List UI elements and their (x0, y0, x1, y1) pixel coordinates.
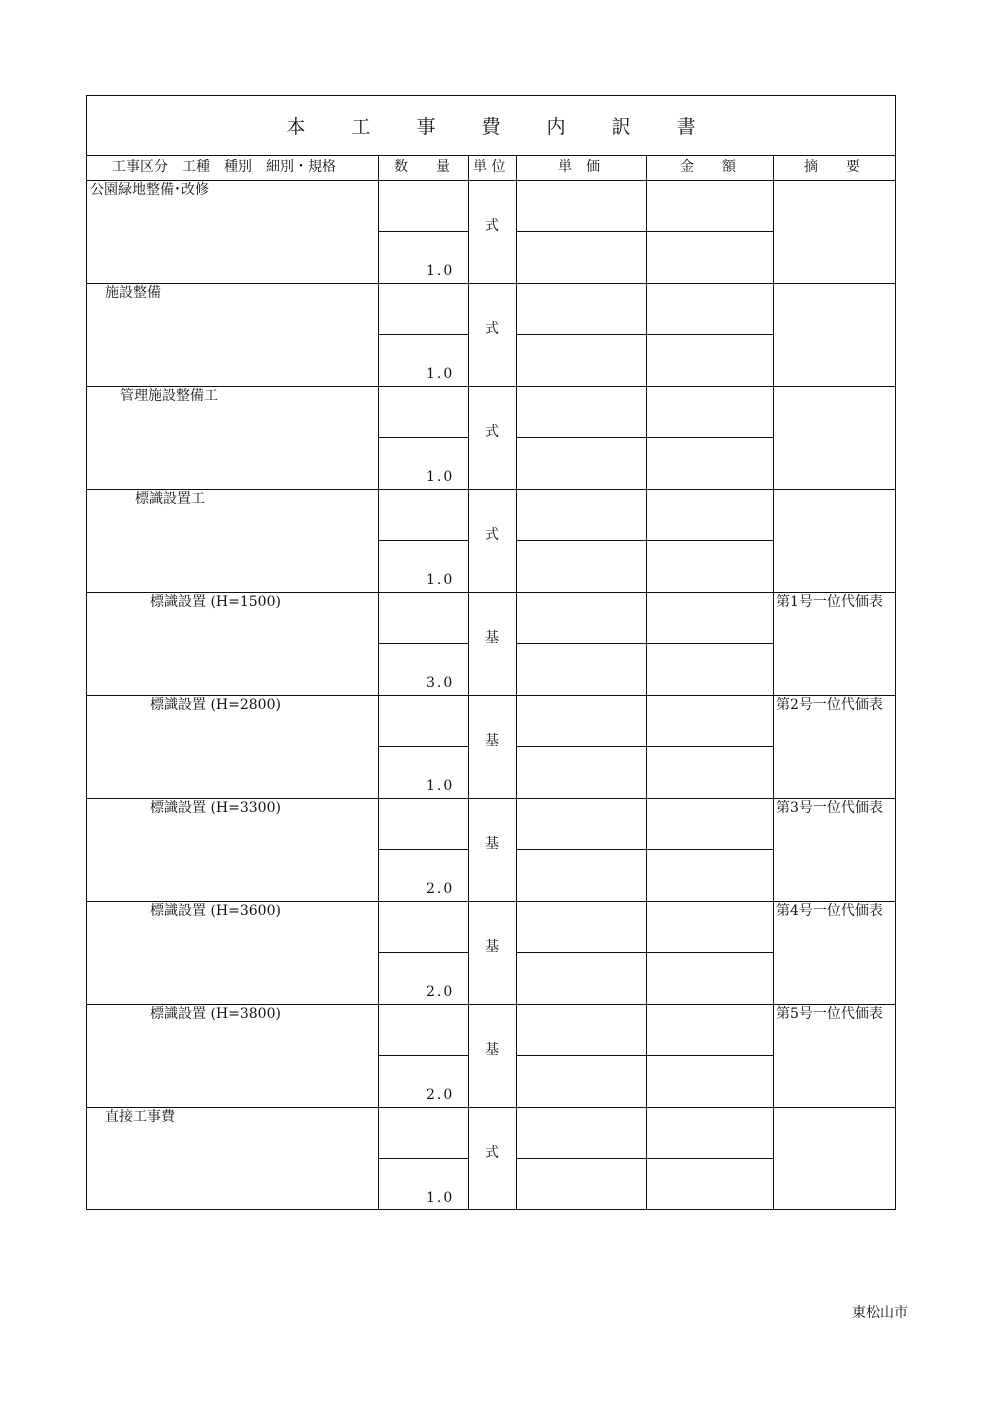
row-unit: 基 (485, 836, 499, 852)
row-mid-divider-quantity (378, 1158, 468, 1159)
row-quantity: 3.0 (426, 675, 455, 691)
row-item-name: 標識設置工 (135, 491, 205, 507)
col-divider-quantity (378, 155, 379, 1210)
row-unit: 式 (485, 321, 499, 337)
row-mid-divider-price (516, 334, 773, 335)
row-remarks: 第3号一位代価表 (776, 800, 883, 816)
row-quantity: 1.0 (426, 366, 455, 382)
row-divider (86, 1107, 896, 1108)
row-quantity: 2.0 (426, 1087, 455, 1103)
row-mid-divider-price (516, 952, 773, 953)
row-unit: 基 (485, 733, 499, 749)
row-remarks: 第4号一位代価表 (776, 903, 883, 919)
row-item-name: 標識設置 (H=1500) (150, 594, 281, 610)
row-mid-divider-price (516, 540, 773, 541)
col-divider-amount (646, 155, 647, 1210)
header-unit-price: 単 価 (558, 159, 600, 175)
row-mid-divider-quantity (378, 746, 468, 747)
row-unit: 式 (485, 218, 499, 234)
row-mid-divider-price (516, 437, 773, 438)
row-unit: 基 (485, 939, 499, 955)
row-unit: 式 (485, 424, 499, 440)
row-divider (86, 695, 896, 696)
document-title: 本 工 事 費 内 訳 書 (286, 115, 716, 138)
row-remarks: 第2号一位代価表 (776, 697, 883, 713)
row-unit: 式 (485, 527, 499, 543)
row-mid-divider-quantity (378, 952, 468, 953)
col-divider-unit-price (516, 155, 517, 1210)
row-divider (86, 386, 896, 387)
row-mid-divider-price (516, 643, 773, 644)
row-mid-divider-quantity (378, 437, 468, 438)
row-divider (86, 798, 896, 799)
row-mid-divider-quantity (378, 643, 468, 644)
row-divider (86, 283, 896, 284)
col-divider-unit (468, 155, 469, 1210)
row-mid-divider-quantity (378, 334, 468, 335)
row-mid-divider-price (516, 1055, 773, 1056)
row-divider (86, 901, 896, 902)
col-divider-remarks (773, 155, 774, 1210)
row-unit: 基 (485, 630, 499, 646)
header-name: 工事区分 工種 種別 細別・規格 (112, 159, 336, 175)
header-amount: 金 額 (680, 159, 736, 175)
row-mid-divider-price (516, 746, 773, 747)
row-unit: 式 (485, 1145, 499, 1161)
row-quantity: 1.0 (426, 572, 455, 588)
cost-breakdown-sheet (86, 95, 896, 1210)
row-quantity: 1.0 (426, 469, 455, 485)
row-quantity: 2.0 (426, 984, 455, 1000)
row-divider (86, 592, 896, 593)
row-item-name: 管理施設整備工 (120, 388, 218, 404)
row-item-name: 標識設置 (H=3300) (150, 800, 281, 816)
row-unit: 基 (485, 1042, 499, 1058)
row-mid-divider-price (516, 849, 773, 850)
row-mid-divider-quantity (378, 540, 468, 541)
header-divider (86, 180, 896, 181)
row-divider (86, 489, 896, 490)
header-unit: 単 位 (473, 159, 506, 175)
row-mid-divider-price (516, 1158, 773, 1159)
row-quantity: 1.0 (426, 1190, 455, 1206)
row-mid-divider-quantity (378, 1055, 468, 1056)
row-mid-divider-price (516, 231, 773, 232)
header-quantity: 数 量 (394, 159, 450, 175)
row-remarks: 第1号一位代価表 (776, 594, 883, 610)
row-remarks: 第5号一位代価表 (776, 1006, 883, 1022)
row-item-name: 標識設置 (H=3600) (150, 903, 281, 919)
row-mid-divider-quantity (378, 231, 468, 232)
footer-city: 東松山市 (852, 1305, 908, 1321)
row-quantity: 1.0 (426, 778, 455, 794)
header-remarks: 摘 要 (804, 159, 860, 175)
row-item-name: 公園緑地整備･改修 (90, 182, 209, 198)
row-quantity: 2.0 (426, 881, 455, 897)
row-divider (86, 1004, 896, 1005)
row-item-name: 標識設置 (H=2800) (150, 697, 281, 713)
row-item-name: 直接工事費 (105, 1109, 175, 1125)
row-quantity: 1.0 (426, 263, 455, 279)
row-item-name: 施設整備 (105, 285, 161, 301)
row-item-name: 標識設置 (H=3800) (150, 1006, 281, 1022)
row-mid-divider-quantity (378, 849, 468, 850)
